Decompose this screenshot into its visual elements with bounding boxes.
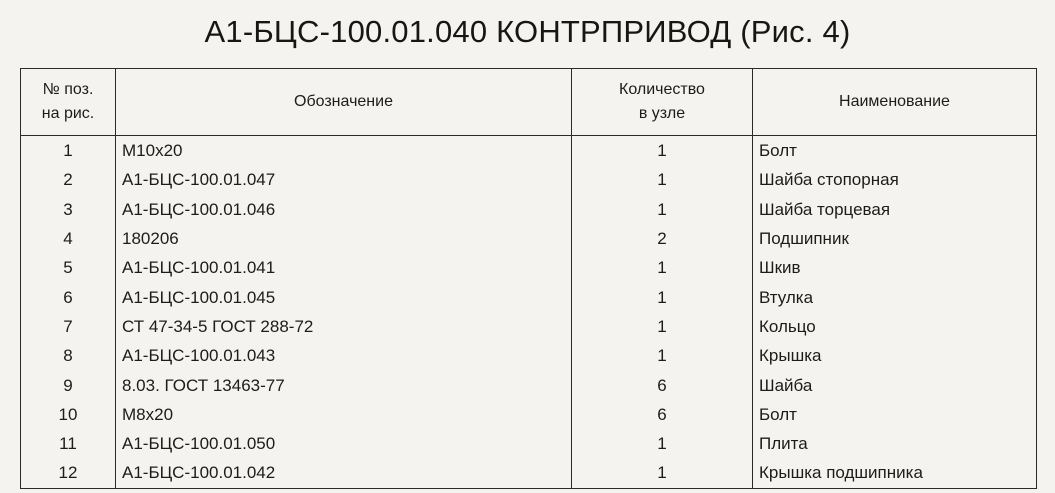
row-quantity: 1 (572, 282, 753, 311)
table-row (21, 370, 1037, 399)
row-position: 9 (21, 370, 116, 399)
row-name: Подшипник (753, 224, 1037, 253)
page-title: А1-БЦС-100.01.040 КОНТРПРИВОД (Рис. 4) (204, 14, 851, 49)
row-designation: M10x20 (116, 136, 572, 166)
table-row (21, 224, 1037, 253)
table-row (21, 136, 1037, 166)
header-quantity-line2: в узле (638, 105, 686, 122)
row-name: Шайба торцевая (753, 195, 1037, 224)
row-quantity: 1 (572, 136, 753, 166)
row-quantity: 1 (572, 458, 753, 488)
row-quantity: 1 (572, 195, 753, 224)
parts-table (20, 68, 1037, 489)
row-designation: M8x20 (116, 400, 572, 429)
row-designation: А1-БЦС-100.01.042 (116, 458, 572, 488)
row-name: Крышка (753, 341, 1037, 370)
header-row (21, 69, 1037, 136)
row-quantity: 1 (572, 165, 753, 194)
row-quantity: 6 (572, 370, 753, 399)
row-name: Плита (753, 429, 1037, 458)
row-quantity: 6 (572, 400, 753, 429)
row-position: 2 (21, 165, 116, 194)
row-name: Шкив (753, 253, 1037, 282)
table-body (21, 136, 1037, 489)
row-designation: А1-БЦС-100.01.045 (116, 282, 572, 311)
header-position (21, 69, 116, 136)
header-name: Наименование (753, 69, 1037, 136)
table-row (21, 282, 1037, 311)
row-position: 10 (21, 400, 116, 429)
row-position: 4 (21, 224, 116, 253)
row-position: 5 (21, 253, 116, 282)
header-position-line1: № поз. (42, 81, 94, 98)
row-designation: А1-БЦС-100.01.043 (116, 341, 572, 370)
row-name: Втулка (753, 282, 1037, 311)
row-quantity: 1 (572, 253, 753, 282)
row-designation: А1-БЦС-100.01.047 (116, 165, 572, 194)
header-quantity-line1: Количество (619, 81, 705, 98)
row-quantity: 1 (572, 341, 753, 370)
row-position: 7 (21, 312, 116, 341)
row-position: 8 (21, 341, 116, 370)
header-designation: Обозначение (116, 69, 572, 136)
row-designation: СТ 47-34-5 ГОСТ 288-72 (116, 312, 572, 341)
row-designation: А1-БЦС-100.01.050 (116, 429, 572, 458)
table-row (21, 429, 1037, 458)
row-position: 1 (21, 136, 116, 166)
table-header (21, 69, 1037, 136)
row-name: Болт (753, 400, 1037, 429)
row-name: Шайба (753, 370, 1037, 399)
table-row (21, 195, 1037, 224)
row-designation: А1-БЦС-100.01.041 (116, 253, 572, 282)
row-position: 11 (21, 429, 116, 458)
table-row (21, 312, 1037, 341)
row-designation: 8.03. ГОСТ 13463-77 (116, 370, 572, 399)
table-row (21, 341, 1037, 370)
header-quantity (572, 69, 753, 136)
row-name: Шайба стопорная (753, 165, 1037, 194)
table-row (21, 458, 1037, 488)
row-designation: 180206 (116, 224, 572, 253)
row-quantity: 2 (572, 224, 753, 253)
row-name: Кольцо (753, 312, 1037, 341)
row-position: 6 (21, 282, 116, 311)
row-quantity: 1 (572, 312, 753, 341)
row-designation: А1-БЦС-100.01.046 (116, 195, 572, 224)
table-row (21, 165, 1037, 194)
row-position: 12 (21, 458, 116, 488)
row-name: Болт (753, 136, 1037, 166)
row-position: 3 (21, 195, 116, 224)
table-row (21, 253, 1037, 282)
table-row (21, 400, 1037, 429)
row-name: Крышка подшипника (753, 458, 1037, 488)
row-quantity: 1 (572, 429, 753, 458)
header-position-line2: на рис. (41, 105, 95, 122)
